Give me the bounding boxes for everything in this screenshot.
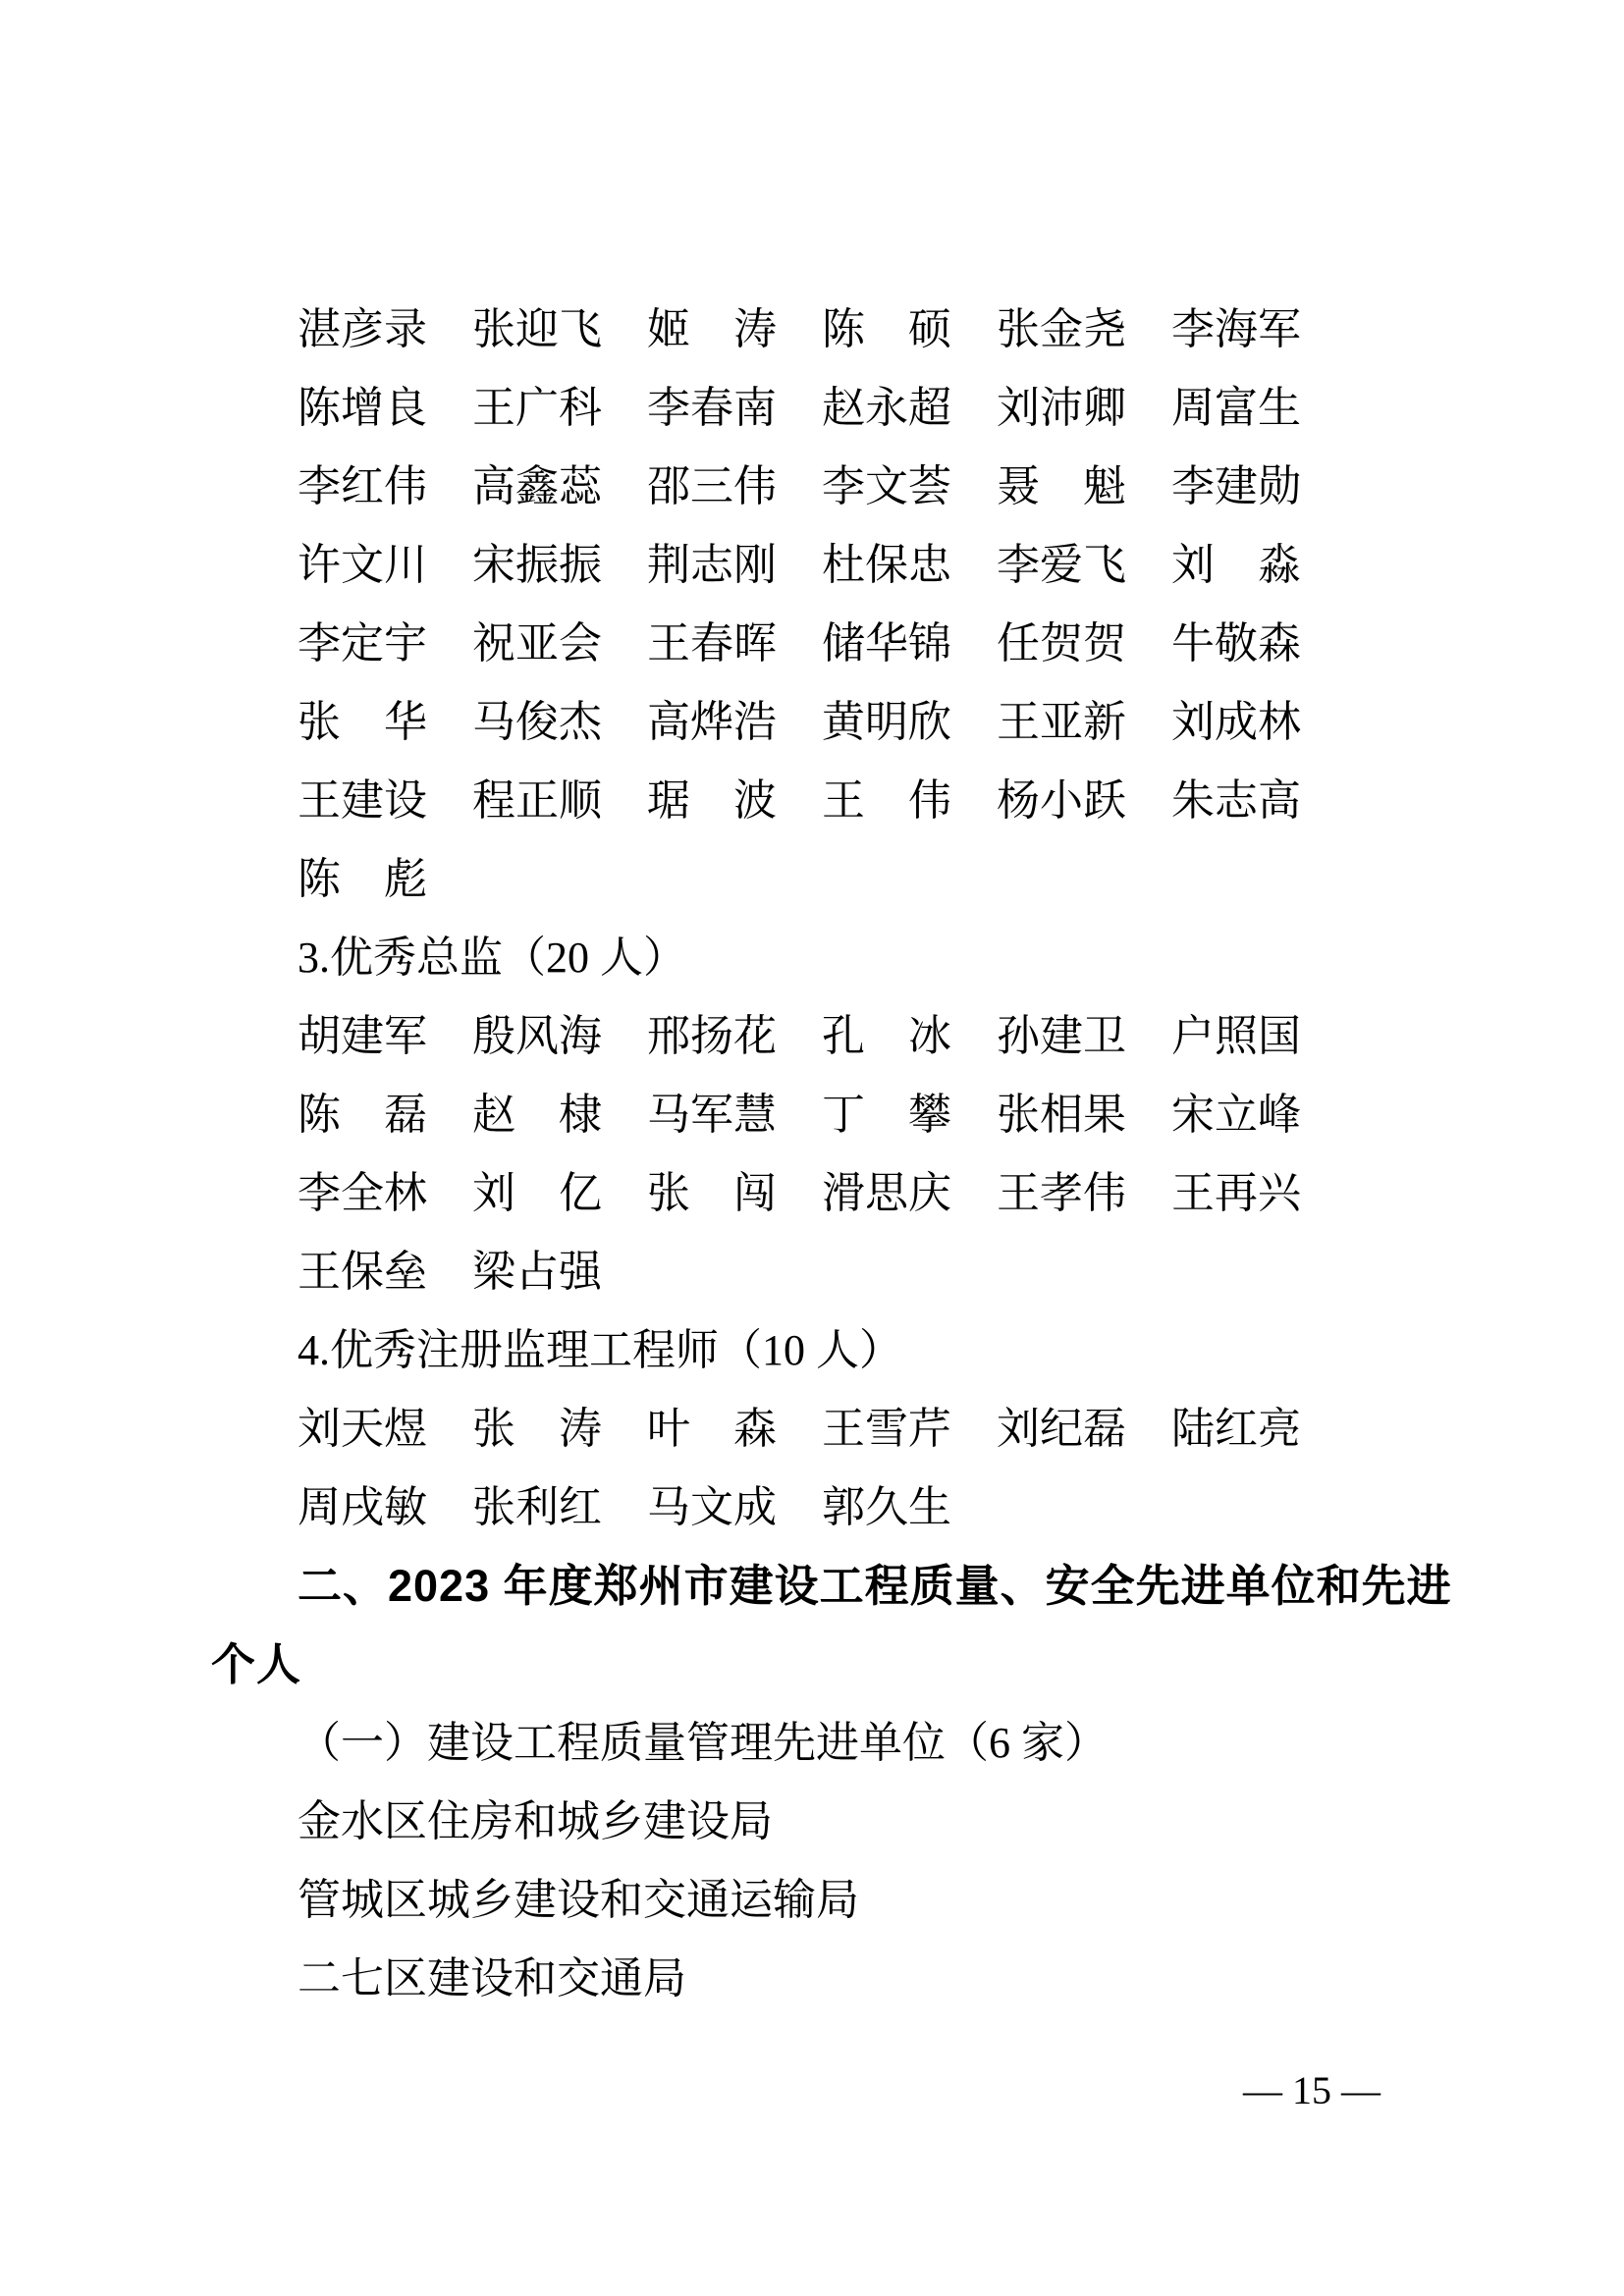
person-name: 张相果 — [997, 1091, 1126, 1139]
names-row — [211, 291, 1468, 369]
person-name: 赵 棣 — [472, 1091, 602, 1139]
award-list-section4 — [211, 1390, 1468, 1547]
person-name: 朱志高 — [1171, 776, 1301, 825]
person-name: 李全林 — [298, 1169, 427, 1217]
person-name: 琚 波 — [647, 776, 777, 825]
person-name: 马军慧 — [647, 1091, 777, 1139]
person-name: 郭久生 — [822, 1483, 951, 1531]
unit-item: 管城区城乡建设和交通运输局 — [298, 1876, 859, 1924]
person-name: 户照国 — [1171, 1012, 1301, 1060]
unit-list — [211, 1783, 1468, 2018]
person-name: 殷风海 — [472, 1012, 602, 1060]
names-row — [211, 1390, 1468, 1468]
person-name: 张利红 — [472, 1483, 602, 1531]
part2-heading-line2: 个人 — [211, 1639, 302, 1689]
person-name: 王亚新 — [997, 698, 1126, 746]
person-name: 任贺贺 — [997, 619, 1126, 667]
person-name: 宋振振 — [472, 541, 602, 589]
names-row — [211, 1233, 1468, 1311]
names-row — [211, 369, 1468, 448]
person-name: 李春南 — [647, 384, 777, 432]
person-name: 李爱飞 — [997, 541, 1126, 589]
person-name: 程正顺 — [472, 776, 602, 825]
person-name: 王建设 — [298, 776, 427, 825]
unit-item: 金水区住房和城乡建设局 — [298, 1797, 773, 1845]
person-name: 张 涛 — [472, 1405, 602, 1453]
person-name: 叶 森 — [647, 1405, 777, 1453]
names-row — [211, 997, 1468, 1076]
person-name: 许文川 — [298, 541, 427, 589]
names-row — [211, 526, 1468, 605]
award-list-continuation — [211, 291, 1468, 919]
person-name: 李红伟 — [298, 462, 427, 510]
person-name: 王春晖 — [647, 619, 777, 667]
person-name: 周富生 — [1171, 384, 1301, 432]
person-name: 牛敬森 — [1171, 619, 1301, 667]
names-row — [211, 1468, 1468, 1547]
person-name: 祝亚会 — [472, 619, 602, 667]
names-row — [211, 683, 1468, 762]
person-name: 邢扬花 — [647, 1012, 777, 1060]
person-name: 杜保忠 — [822, 541, 951, 589]
person-name: 陈 彪 — [298, 855, 427, 903]
person-name: 李建勋 — [1171, 462, 1301, 510]
person-name: 孙建卫 — [997, 1012, 1126, 1060]
person-name: 陈增良 — [298, 384, 427, 432]
unit-item: 二七区建设和交通局 — [298, 1954, 686, 2002]
names-row — [211, 762, 1468, 840]
person-name: 荆志刚 — [647, 541, 777, 589]
person-name: 张 华 — [298, 698, 427, 746]
person-name: 孔 冰 — [822, 1012, 951, 1060]
person-name: 黄明欣 — [822, 698, 951, 746]
person-name: 高烨浩 — [647, 698, 777, 746]
person-name: 胡建军 — [298, 1012, 427, 1060]
person-name: 丁 攀 — [822, 1091, 951, 1139]
person-name: 张迎飞 — [472, 305, 602, 353]
person-name: 刘纪磊 — [997, 1405, 1126, 1453]
document-body — [211, 291, 1468, 2018]
person-name: 姬 涛 — [647, 305, 777, 353]
person-name: 王雪芹 — [822, 1405, 951, 1453]
person-name: 高鑫蕊 — [472, 462, 602, 510]
person-name: 梁占强 — [472, 1248, 602, 1296]
person-name: 马俊杰 — [472, 698, 602, 746]
names-row — [211, 840, 1468, 919]
part2-heading-line1: 二、2023 年度郑州市建设工程质量、安全先进单位和先进 — [298, 1561, 1452, 1611]
sub-section-heading: （一）建设工程质量管理先进单位（6 家） — [298, 1719, 1108, 1767]
section-heading-3: 3.优秀总监（20 人） — [298, 934, 686, 982]
names-row — [211, 448, 1468, 526]
person-name: 刘天煜 — [298, 1405, 427, 1453]
person-name: 储华锦 — [822, 619, 951, 667]
person-name: 刘 亿 — [472, 1169, 602, 1217]
person-name: 滑思庆 — [822, 1169, 951, 1217]
page-number: — 15 — — [1243, 2067, 1380, 2112]
person-name: 王孝伟 — [997, 1169, 1126, 1217]
person-name: 陈 磊 — [298, 1091, 427, 1139]
person-name: 刘 淼 — [1171, 541, 1301, 589]
person-name: 张 闯 — [647, 1169, 777, 1217]
person-name: 刘沛卿 — [997, 384, 1126, 432]
person-name: 刘成林 — [1171, 698, 1301, 746]
person-name: 聂 魁 — [997, 462, 1126, 510]
person-name: 王广科 — [472, 384, 602, 432]
names-row — [211, 605, 1468, 683]
person-name: 陆红亮 — [1171, 1405, 1301, 1453]
person-name: 李定宇 — [298, 619, 427, 667]
person-name: 王 伟 — [822, 776, 951, 825]
names-row — [211, 1154, 1468, 1233]
person-name: 赵永超 — [822, 384, 951, 432]
person-name: 张金尧 — [997, 305, 1126, 353]
person-name: 李海军 — [1171, 305, 1301, 353]
person-name: 马文成 — [647, 1483, 777, 1531]
person-name: 杨小跃 — [997, 776, 1126, 825]
person-name: 周戌敏 — [298, 1483, 427, 1531]
person-name: 宋立峰 — [1171, 1091, 1301, 1139]
names-row — [211, 1076, 1468, 1154]
person-name: 陈 硕 — [822, 305, 951, 353]
award-list-section3 — [211, 997, 1468, 1311]
person-name: 邵三伟 — [647, 462, 777, 510]
person-name: 王再兴 — [1171, 1169, 1301, 1217]
person-name: 李文荟 — [822, 462, 951, 510]
person-name: 王保垒 — [298, 1248, 427, 1296]
person-name: 湛彦录 — [298, 305, 427, 353]
section-heading-4: 4.优秀注册监理工程师（10 人） — [298, 1326, 902, 1374]
